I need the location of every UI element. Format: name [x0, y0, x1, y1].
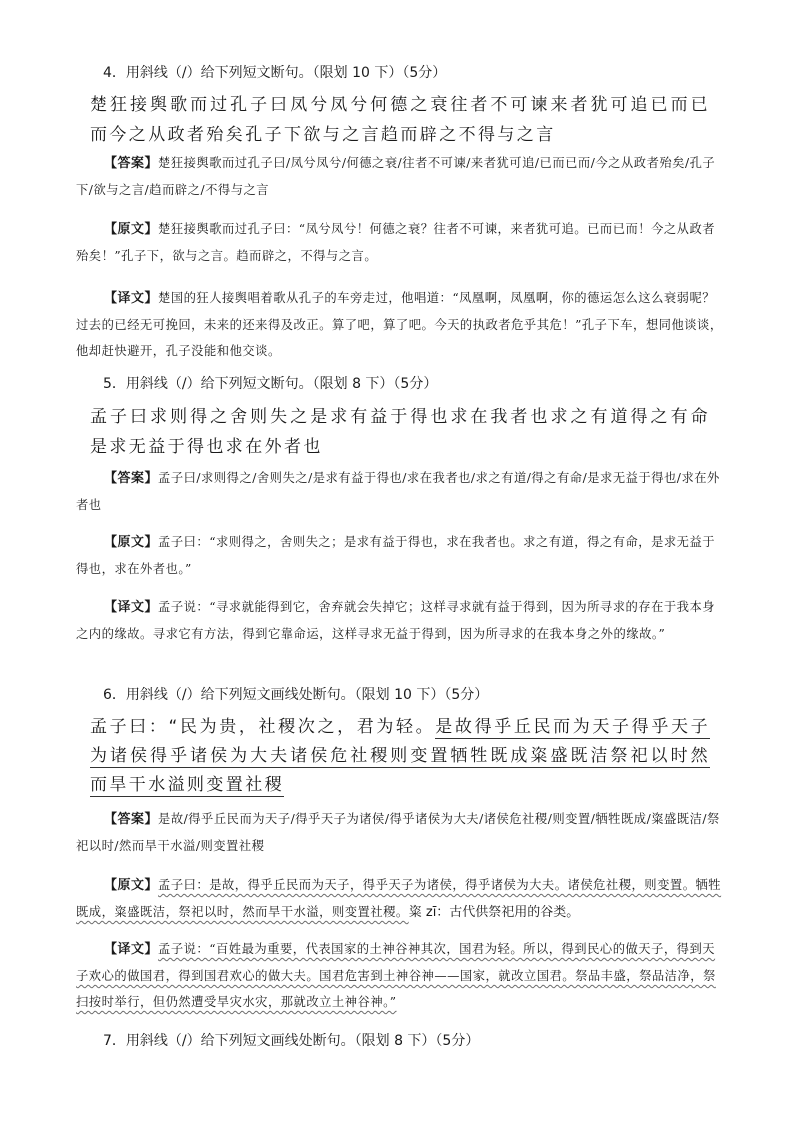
translation-label: 【译文】 [104, 600, 159, 615]
original-text: 孟子曰：是故，得乎丘民而为天子，得乎天子为诸侯，得乎诸侯为大夫。诸侯危社稷，则变置。牺牲既成，粢盛既洁，祭祀以时，然而旱干水溢，则变置社稷。 [76, 878, 722, 919]
answer-text: 楚狂接舆歌而过孔子曰/凤兮凤兮/何德之衰/往者不可谏/来者犹可追/已而已而/今之从政者殆矣/孔子下/欲与之言/趋而辟之/不得与之言 [76, 156, 716, 197]
question-4-original [76, 216, 724, 269]
answer-label: 【答案】 [104, 812, 159, 827]
footnote: 粢 zī：古代供祭祀用的谷类。 [408, 905, 580, 920]
passage-lead: 孟子曰：“民为贵，社稷次之，君为轻。 [90, 717, 436, 737]
question-6-translation [76, 936, 724, 1015]
translation-label: 【译文】 [104, 291, 159, 306]
question-5-title: 5．用斜线（/）给下列短文断句。（限划 8 下）（5分） [103, 376, 438, 392]
passage-underlined: 是故得乎丘民而为天子得乎天子为诸侯得乎诸侯为大夫诸侯危社稷则变置牺牲既成粢盛既洁祭祀以时然而旱干水溢则变置社稷 [90, 717, 710, 795]
question-5-answer [76, 465, 724, 518]
question-4-title: 4．用斜线（/）给下列短文断句。（限划 10 下）（5分） [103, 65, 447, 81]
original-text: 孟子曰：“求则得之，舍则失之；是求有益于得也，求在我者也。求之有道，得之有命，是求无益于得也，求在外者也。” [76, 535, 716, 576]
translation-text: 孟子说：“寻求就能得到它，舍弃就会失掉它；这样寻求就有益于得到，因为所寻求的存在于我本身之内的缘故。寻求它有方法，得到它靠命运，这样寻求无益于得到，因为所寻求的在我本身之外的缘故。” [76, 600, 716, 641]
original-label: 【原文】 [104, 535, 159, 550]
question-6-passage [90, 713, 710, 800]
question-4-translation [76, 285, 724, 364]
original-label: 【原文】 [104, 878, 159, 893]
question-5-original [76, 529, 724, 582]
question-6-original [76, 872, 724, 926]
translation-text: 楚国的狂人接舆唱着歌从孔子的车旁走过，他唱道：“凤凰啊，凤凰啊，你的德运怎么这么衰弱呢？过去的已经无可挽回，未来的还来得及改正。算了吧，算了吧。今天的执政者危乎其危！”孔子下车，想同他谈谈，他却赶快避开，孔子没能和他交谈。 [76, 291, 723, 358]
original-text: 楚狂接舆歌而过孔子曰：“凤兮凤兮！何德之衰？往者不可谏，来者犹可追。已而已而！今之从政者殆矣！”孔子下，欲与之言。趋而辟之，不得与之言。 [76, 222, 716, 263]
answer-text: 孟子曰/求则得之/舍则失之/是求有益于得也/求在我者也/求之有道/得之有命/是求无益于得也/求在外者也 [76, 471, 720, 512]
question-5-passage: 孟子曰求则得之舍则失之是求有益于得也求在我者也求之有道得之有命是求无益于得也求在外者也 [90, 407, 710, 457]
question-5-translation [76, 594, 724, 647]
translation-text: 孟子说：“百姓最为重要，代表国家的土神谷神其次，国君为轻。所以，得到民心的做天子，得到天子欢心的做国君，得到国君欢心的做大夫。国君危害到土神谷神——国家，就改立国君。祭品丰盛，祭品洁净，祭扫按时举行，但仍然遭受旱灾水灾，那就改立土神谷神。” [76, 942, 716, 1009]
answer-text: 是故/得乎丘民而为天子/得乎天子为诸侯/得乎诸侯为大夫/诸侯危社稷/则变置/牺牲既成/粢盛既洁/祭祀以时/然而旱干水溢/则变置社稷 [76, 812, 720, 853]
question-6-answer [76, 806, 724, 859]
answer-label: 【答案】 [104, 471, 159, 486]
question-4-answer [76, 150, 724, 203]
original-label: 【原文】 [104, 222, 159, 237]
question-4-passage: 楚狂接舆歌而过孔子曰凤兮凤兮何德之衰往者不可谏来者犹可追已而已而今之从政者殆矣孔子下欲与之言趋而辟之不得与之言 [90, 95, 710, 145]
question-7-title: 7．用斜线（/）给下列短文画线处断句。（限划 8 下）（5分） [103, 1033, 480, 1049]
question-6-title: 6．用斜线（/）给下列短文画线处断句。（限划 10 下）（5分） [103, 687, 489, 703]
answer-label: 【答案】 [104, 156, 159, 171]
translation-label: 【译文】 [104, 942, 159, 957]
